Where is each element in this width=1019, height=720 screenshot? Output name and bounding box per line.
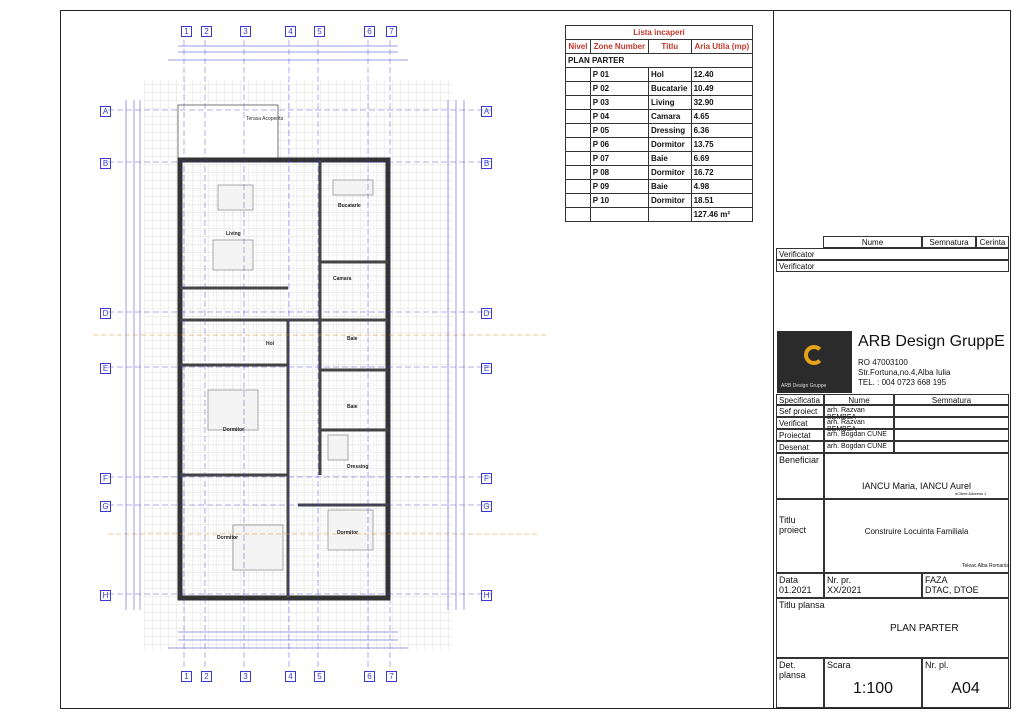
room-nivel [566, 194, 591, 208]
room-zone: P 07 [590, 152, 648, 166]
room-zone: P 01 [590, 68, 648, 82]
footer-nrpl-value: A04 [951, 680, 980, 697]
logo-ring-icon [804, 345, 824, 365]
room-label-dormitor-2: Dormitor [337, 530, 359, 536]
resp-name: arh. Razvan BEMBEA [824, 405, 894, 417]
resp-name: arh. Bogdan CUNE [824, 429, 894, 441]
project-value: Construire Locuinta Familiala [824, 499, 1009, 573]
approval-row-1: Verificator [776, 248, 1009, 260]
meta-data-label: Data [779, 575, 799, 585]
room-nivel [566, 68, 591, 82]
room-label-bucatarie: Bucatarie [338, 203, 361, 209]
resp-signature [894, 441, 1009, 453]
resp-header-nume: Nume [824, 394, 894, 405]
grid-bubble-right-H: H [481, 590, 492, 601]
room-nivel [566, 96, 591, 110]
room-title: Camara [648, 110, 691, 124]
footer-scara-value: 1:100 [852, 680, 894, 697]
sheet-value: PLAN PARTER [890, 623, 959, 634]
grid-bubble-top-1: 1 [181, 26, 192, 37]
resp-signature [894, 417, 1009, 429]
room-area: 6.36 [691, 124, 752, 138]
grid-bubble-bottom-6: 6 [364, 671, 375, 682]
resp-role: Desenat [776, 441, 824, 453]
logo-text: ARB Design Gruppe [781, 383, 827, 389]
room-title: Baie [648, 180, 691, 194]
rooms-header-nivel: Nivel [566, 40, 591, 54]
room-label-baie-1: Baie [347, 336, 358, 342]
resp-role: Verificat [776, 417, 824, 429]
footer-det-label: Det. plansa [776, 658, 824, 708]
grid-bubble-left-F: F [100, 473, 111, 484]
grid-bubble-left-H: H [100, 590, 111, 601]
approval-header-nume: Nume [823, 236, 922, 248]
room-zone: P 03 [590, 96, 648, 110]
room-nivel [566, 138, 591, 152]
grid-bubble-right-G: G [481, 501, 492, 512]
room-zone: P 05 [590, 124, 648, 138]
room-row [566, 96, 753, 110]
room-area: 6.69 [691, 152, 752, 166]
room-title: Bucatarie [648, 82, 691, 96]
room-label-living: Living [226, 231, 241, 237]
company-logo [777, 331, 852, 393]
approval-header-semnatura: Semnatura [922, 236, 976, 248]
room-label-hol: Hol [266, 341, 275, 347]
rooms-header-aria: Aria Utila (mp) [691, 40, 752, 54]
room-area: 4.65 [691, 110, 752, 124]
grid-bubble-right-F: F [481, 473, 492, 484]
grid-bubble-left-G: G [100, 501, 111, 512]
approval-header-cerinta: Cerinta [976, 236, 1009, 248]
meta-nr-cell [824, 573, 922, 598]
footer-nrpl-cell [922, 658, 1009, 708]
room-nivel [566, 166, 591, 180]
rooms-table-body [566, 68, 753, 208]
room-nivel [566, 180, 591, 194]
room-row [566, 138, 753, 152]
grid-bubble-top-3: 3 [240, 26, 251, 37]
rooms-header-zone: Zone Number [590, 40, 648, 54]
rooms-level: PLAN PARTER [566, 54, 753, 68]
room-zone: P 06 [590, 138, 648, 152]
terrace-label: Terasa Acoperita [246, 116, 284, 122]
room-area: 13.75 [691, 138, 752, 152]
room-nivel [566, 82, 591, 96]
rooms-total-empty [648, 208, 691, 222]
room-label-dressing: Dressing [347, 464, 369, 470]
grid-bubble-top-2: 2 [201, 26, 212, 37]
room-row [566, 110, 753, 124]
room-row [566, 152, 753, 166]
rooms-total: 127.46 m² [691, 208, 752, 222]
rooms-total-empty [590, 208, 648, 222]
grid-bubble-left-B: B [100, 158, 111, 169]
meta-nr-value: XX/2021 [827, 585, 862, 595]
room-row [566, 68, 753, 82]
room-nivel [566, 110, 591, 124]
resp-signature [894, 429, 1009, 441]
grid-bubble-right-E: E [481, 363, 492, 374]
grid-bubble-left-D: D [100, 308, 111, 319]
resp-signature [894, 405, 1009, 417]
grid-bubble-top-5: 5 [314, 26, 325, 37]
grid-bubble-right-A: A [481, 106, 492, 117]
company-line-1: RO 47003100 [858, 358, 908, 367]
beneficiar-note: #Client Address 1 [955, 491, 987, 496]
grid-bubble-right-B: B [481, 158, 492, 169]
resp-name: arh. Razvan BEMBEA [824, 417, 894, 429]
room-nivel [566, 124, 591, 138]
resp-role: Sef proiect [776, 405, 824, 417]
meta-data-value: 01.2021 [779, 585, 812, 595]
room-zone: P 02 [590, 82, 648, 96]
room-title: Hol [648, 68, 691, 82]
room-label-dormitor-3: Dormitor [217, 535, 239, 541]
room-row [566, 166, 753, 180]
footer-scara-cell [824, 658, 922, 708]
footer-scara-label: Scara [827, 660, 851, 670]
project-location: Teleac Alba Romania [962, 563, 1009, 569]
room-title: Dormitor [648, 138, 691, 152]
grid-bubble-left-E: E [100, 363, 111, 374]
room-title: Dormitor [648, 166, 691, 180]
room-area: 32.90 [691, 96, 752, 110]
meta-faza-value: DTAC, DTOE [925, 585, 979, 595]
room-title: Living [648, 96, 691, 110]
company-line-3: TEL. : 004 0723 668 195 [858, 378, 947, 387]
company-line-2: Str.Fortuna,no.4,Alba Iulia [858, 368, 951, 377]
project-label: Titlu proiect [776, 499, 824, 573]
room-title: Dressing [648, 124, 691, 138]
room-area: 4.98 [691, 180, 752, 194]
terrace-area [178, 105, 278, 160]
room-zone: P 04 [590, 110, 648, 124]
sheet-label: Titlu plansa [776, 598, 1009, 658]
meta-data-cell [776, 573, 824, 598]
room-area: 16.72 [691, 166, 752, 180]
approval-row-2: Verificator [776, 260, 1009, 272]
grid-bubble-left-A: A [100, 106, 111, 117]
room-area: 10.49 [691, 82, 752, 96]
grid-bubble-top-4: 4 [285, 26, 296, 37]
room-zone: P 10 [590, 194, 648, 208]
meta-faza-cell [922, 573, 1009, 598]
rooms-total-empty [566, 208, 591, 222]
resp-name: arh. Bogdan CUNE [824, 441, 894, 453]
room-row [566, 124, 753, 138]
grid-bubble-top-7: 7 [386, 26, 397, 37]
room-row [566, 194, 753, 208]
room-title: Dormitor [648, 194, 691, 208]
grid-bubble-right-D: D [481, 308, 492, 319]
resp-header-spec: Specificatia [776, 394, 824, 405]
meta-nr-label: Nr. pr. [827, 575, 852, 585]
grid-bubble-bottom-5: 5 [314, 671, 325, 682]
meta-faza-label: FAZA [925, 575, 948, 585]
room-label-baie-2: Baie [347, 404, 358, 410]
beneficiar-label: Beneficiar [776, 453, 824, 499]
room-area: 18.51 [691, 194, 752, 208]
room-zone: P 08 [590, 166, 648, 180]
grid-bubble-bottom-4: 4 [285, 671, 296, 682]
room-row [566, 180, 753, 194]
grid-bubble-top-6: 6 [364, 26, 375, 37]
grid-bubble-bottom-7: 7 [386, 671, 397, 682]
rooms-table [565, 25, 753, 222]
room-label-camara: Camara [333, 276, 352, 282]
room-zone: P 09 [590, 180, 648, 194]
footer-nrpl-label: Nr. pl. [925, 660, 949, 670]
rooms-table-title: Lista incaperi [566, 26, 753, 40]
grid-bubble-bottom-1: 1 [181, 671, 192, 682]
grid-bubble-bottom-2: 2 [201, 671, 212, 682]
room-label-dormitor-1: Dormitor [223, 427, 245, 433]
grid-bubble-bottom-3: 3 [240, 671, 251, 682]
resp-role: Proiectat [776, 429, 824, 441]
room-title: Baie [648, 152, 691, 166]
rooms-header-titlu: Titlu [648, 40, 691, 54]
beneficiar-value: IANCU Maria, IANCU Aurel [824, 453, 1009, 499]
room-area: 12.40 [691, 68, 752, 82]
room-nivel [566, 152, 591, 166]
company-name: ARB Design GruppE [858, 333, 1005, 350]
resp-header-semnatura: Semnatura [894, 394, 1009, 405]
room-row [566, 82, 753, 96]
